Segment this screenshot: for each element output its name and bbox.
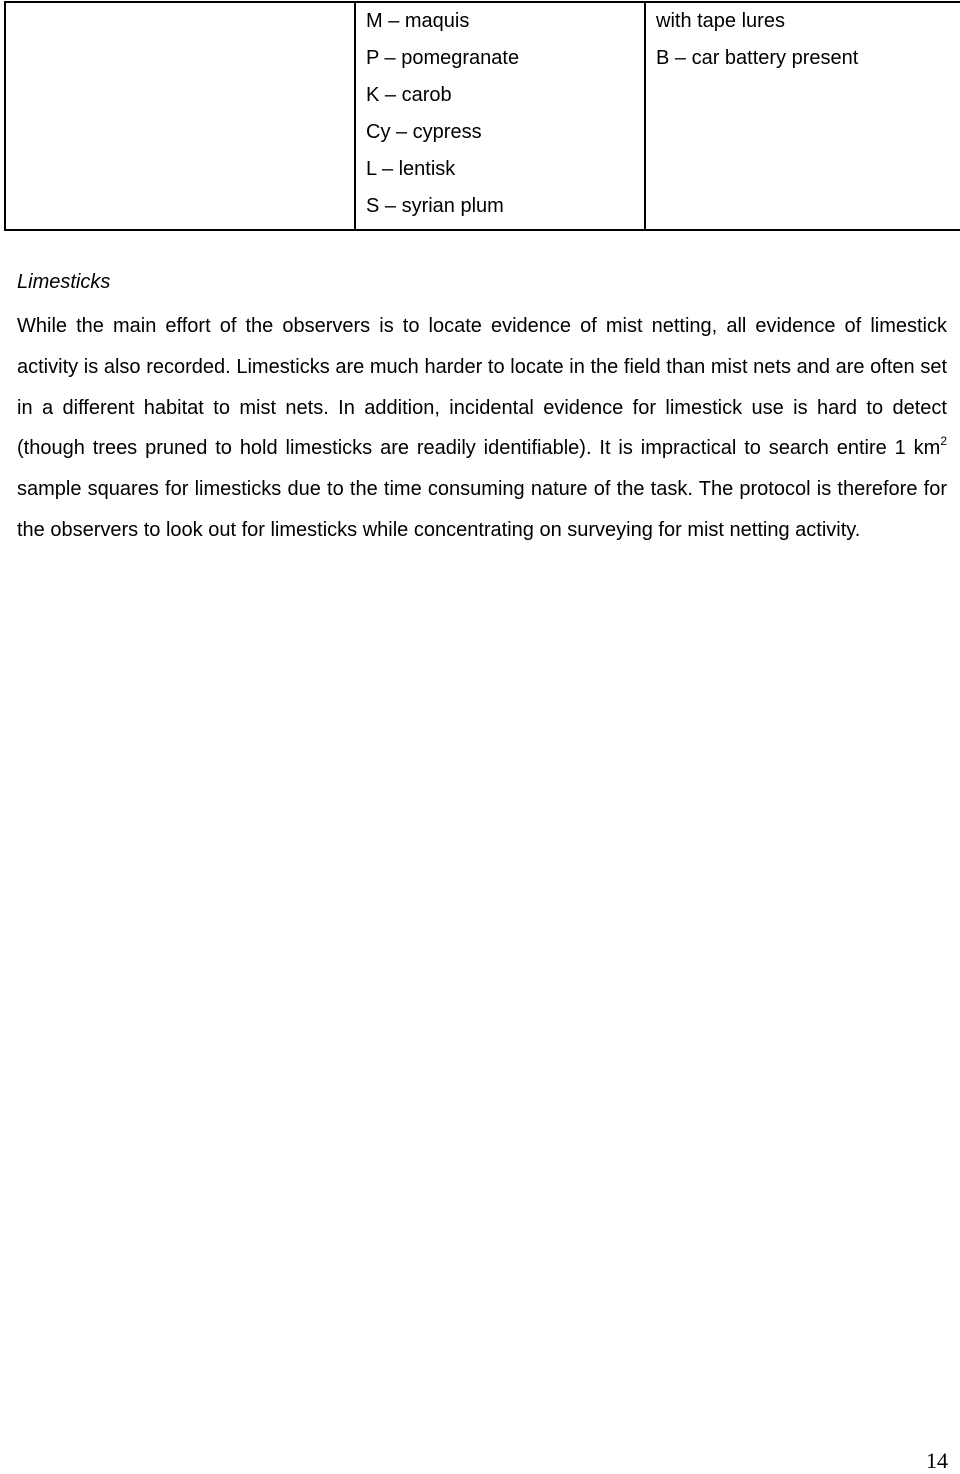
legend-item-car-battery: B – car battery present (656, 47, 859, 69)
table-cell-equipment-codes (645, 2, 960, 230)
paragraph-text-part2: sample squares for limesticks due to the time consuming nature of the task. The protocol is therefore for the observers to look out for limesticks while concentrating on surveying for mist netting activity. (17, 478, 947, 541)
legend-item-maquis: M – maquis (366, 10, 470, 32)
legend-item-lentisk: L – lentisk (366, 158, 456, 180)
legend-item-pomegranate: P – pomegranate (366, 47, 520, 69)
table-cell-empty (5, 2, 355, 230)
body-paragraph (17, 306, 947, 551)
table-cell-habitat-codes (355, 2, 645, 230)
paragraph-text-part1: While the main effort of the observers is to locate evidence of mist netting, all evidence of limestick activity is also recorded. Limesticks are much harder to locate in the field than mist nets and are often set in a different habitat to mist nets. In addition, incidental evidence for limestick use is hard to detect (though trees pruned to hold limesticks are readily identifiable). It is impractical to search entire 1 km (17, 315, 947, 460)
table-row (5, 2, 960, 230)
legend-item-carob: K – carob (366, 84, 452, 106)
legend-item-cypress: Cy – cypress (366, 121, 482, 143)
section-title: Limesticks (17, 271, 111, 293)
superscript-squared: 2 (940, 433, 947, 448)
legend-item-tape-lures: with tape lures (656, 10, 785, 32)
page-number: 14 (926, 1448, 948, 1473)
legend-table (4, 1, 960, 231)
legend-item-syrian-plum: S – syrian plum (366, 195, 504, 217)
